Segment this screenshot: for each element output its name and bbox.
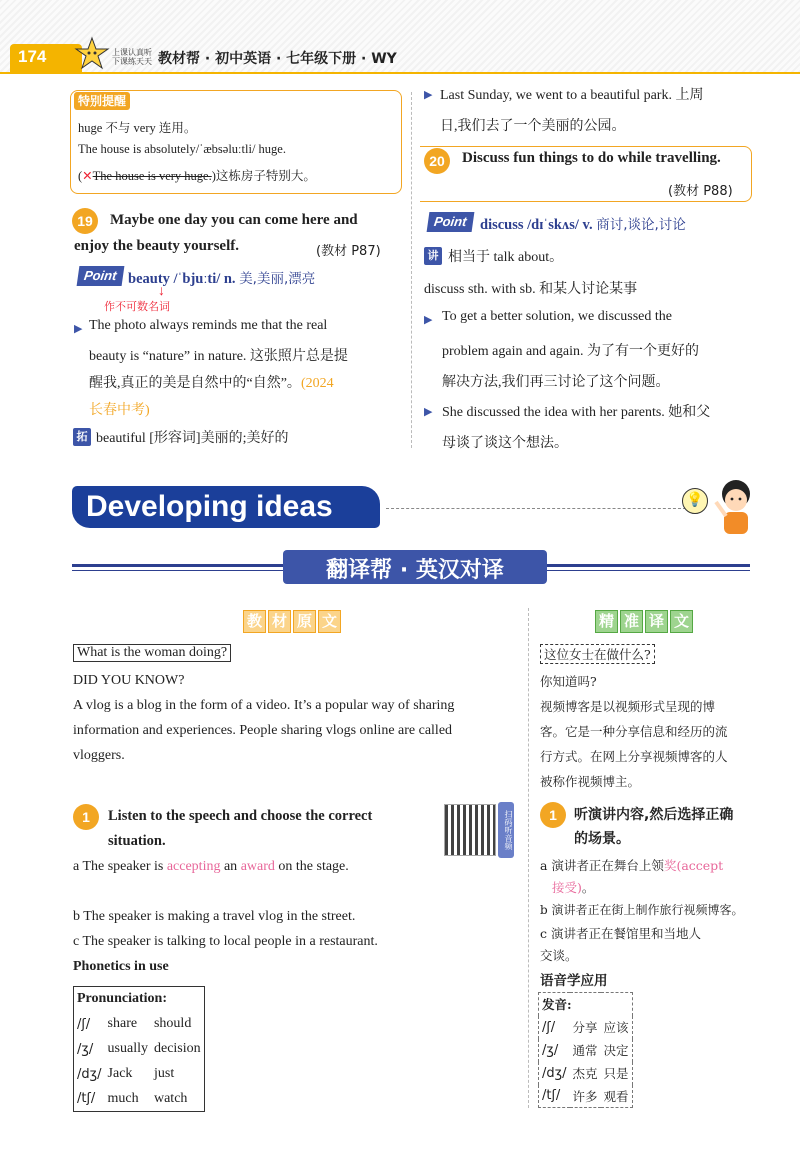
paragraph-line-3: vloggers. [73, 748, 125, 763]
qr-code[interactable] [444, 804, 496, 856]
page-number: 174 [18, 47, 47, 66]
option-a-pre: a The speaker is [73, 859, 167, 874]
table-row [539, 1016, 633, 1039]
vocab-word: beauty /ˈbjuːti/ n. [128, 271, 236, 287]
translated-text-tag [592, 610, 696, 634]
tag-char: 文 [670, 610, 693, 633]
translated-word: 杰克 [572, 1066, 598, 1081]
original-text-tag [240, 610, 344, 634]
table-row [539, 1085, 633, 1108]
paragraph-translated-1: 视频博客是以视频形式呈现的博 [540, 699, 716, 714]
translated-word: 分享 [572, 1020, 598, 1035]
phonetics-heading-translated: 语音学应用 [540, 973, 608, 989]
vocab-word: discuss /dɪˈskʌs/ v. [480, 217, 593, 233]
section-title: Developing ideas [86, 490, 333, 523]
phonetic-symbol: /dʒ/ [542, 1065, 567, 1081]
tip-label: 特别提醒 [74, 92, 130, 110]
option-c: c The speaker is talking to local people in a restaurant. [73, 934, 378, 949]
vocab-entry [128, 267, 315, 288]
tip-translation: )这栋房子特别大。 [211, 169, 316, 183]
highlight-word: award [240, 859, 275, 874]
example-word: should [153, 1016, 192, 1031]
vocab-meaning: 美,美丽,漂亮 [239, 271, 316, 287]
column-divider [528, 608, 529, 1108]
extend-text: beautiful [形容词]美丽的;美好的 [96, 431, 289, 446]
translated-word: 许多 [572, 1088, 598, 1104]
option-a-translated [540, 856, 723, 874]
paragraph-translated-3: 行方式。在网上分享视频博客的人 [540, 749, 728, 764]
example-line-3 [89, 372, 334, 392]
item20-sentence: Discuss fun things to do while travelling. [462, 150, 721, 166]
phonetics-heading: Phonetics in use [73, 959, 169, 974]
activity-number-badge: 1 [540, 802, 566, 828]
banner-band-left [72, 564, 284, 567]
phonetic-symbol: /tʃ/ [542, 1088, 561, 1104]
tag-char: 准 [620, 610, 643, 633]
example-source-2: 长春中考) [89, 403, 150, 418]
example-source-1: (2024 [300, 376, 334, 391]
translated-word: 应该 [603, 1020, 629, 1035]
vocab-entry [480, 213, 686, 234]
tip-wrong-example: The house is very huge. [92, 169, 212, 183]
option-a-translated-end: 。 [581, 880, 595, 895]
tag-char: 原 [293, 610, 316, 633]
item19-sentence-line-1: Maybe one day you can come here and [110, 212, 358, 228]
qr-label: 扫码听音频 [498, 802, 514, 858]
option-a-mid: an [220, 859, 241, 874]
girl-mascot-icon [708, 478, 764, 536]
wrong-mark-icon: ✕ [82, 169, 93, 183]
banner-band-right [546, 564, 750, 567]
example2-line-2: 母谈了谈这个想法。 [442, 436, 568, 451]
tip-line-1: huge 不与 very 连用。 [78, 121, 197, 135]
phonetic-symbol: /ʒ/ [77, 1041, 94, 1057]
option-a [73, 859, 349, 875]
item19-reference: (教材 P87) [316, 244, 381, 259]
option-a-post: on the stage. [274, 859, 349, 874]
extend-tag: 拓 [73, 428, 91, 446]
point-badge: Point [77, 266, 124, 286]
option-a-translated-text: a 演讲者正在舞台上领 [540, 858, 664, 873]
highlight-word: 接受) [552, 880, 582, 895]
activity-instruction-translated-2: 的场景。 [574, 831, 630, 847]
paragraph-line-1: A vlog is a blog in the form of a video. It’s a popular way of sharing [73, 698, 455, 713]
banner-band-right-thin [546, 570, 750, 571]
example-word: usually [107, 1041, 148, 1056]
tag-char: 精 [595, 610, 618, 633]
example2-line-1: She discussed the idea with her parents. 她和父 [442, 405, 711, 420]
table-row [74, 1087, 205, 1112]
bullet-icon: ▶ [424, 314, 433, 326]
book-title: 教材帮 · 初中英语 · 七年级下册 · WY [158, 51, 397, 67]
table-row [539, 1039, 633, 1062]
did-you-know: DID YOU KNOW? [73, 673, 185, 688]
example-line-1: The photo always reminds me that the real [89, 318, 328, 333]
example1-line-3: 解决方法,我们再三讨论了这个问题。 [442, 375, 670, 390]
translated-word: 只是 [603, 1066, 629, 1081]
did-you-know-translated: 你知道吗? [540, 674, 597, 689]
vocab-meaning: 商讨,谈论,讨论 [596, 217, 686, 233]
table-row [74, 1037, 205, 1062]
activity-instruction-line-1: Listen to the speech and choose the correct [108, 808, 373, 824]
option-c-translated-1: c 演讲者正在餐馆里和当地人 [540, 926, 701, 941]
paragraph-line-2: information and experiences. People sharing vlogs online are called [73, 723, 453, 738]
phonetic-symbol: /ʒ/ [542, 1042, 559, 1058]
star-mascot-icon [74, 36, 110, 72]
arrow-down-icon: ↓ [158, 284, 165, 299]
tag-char: 文 [318, 610, 341, 633]
motto-line-2: 下课练天天 [112, 57, 152, 66]
bullet-icon: ▶ [424, 406, 433, 418]
example-word: just [153, 1066, 175, 1081]
table-row [74, 1062, 205, 1087]
pronunciation-title: Pronunciation: [77, 991, 167, 1007]
item19-sentence-line-2: enjoy the beauty yourself. [74, 238, 239, 254]
phrase-text: discuss sth. with sb. 和某人讨论某事 [424, 282, 638, 297]
phonetic-symbol: /ʃ/ [77, 1016, 91, 1032]
handwritten-note: 作不可数名词 [104, 300, 170, 313]
phonetic-symbol: /ʃ/ [542, 1019, 556, 1035]
highlight-word: 奖(accept [663, 858, 724, 873]
right-example-line-1: Last Sunday, we went to a beautiful park. 上周 [440, 88, 704, 103]
banner-band-left-thin [72, 570, 284, 571]
activity-instruction-translated-1: 听演讲内容,然后选择正确 [574, 807, 734, 823]
tip-line-2: The house is absolutely/ˈæbsəluːtli/ huge. [78, 142, 286, 156]
explain-tag: 讲 [424, 247, 442, 265]
tip-line-3 [78, 166, 316, 184]
example-word: decision [153, 1041, 201, 1056]
table-row [74, 1012, 205, 1037]
question-box: What is the woman doing? [73, 644, 231, 662]
dashed-divider [386, 508, 686, 509]
column-divider [411, 92, 412, 448]
pronunciation-table [73, 986, 205, 1112]
phonetic-symbol: /tʃ/ [77, 1091, 96, 1107]
example-line-2: beauty is “nature” in nature. 这张照片总是提 [89, 349, 348, 364]
pronunciation-table-translated [538, 992, 633, 1108]
phonetic-symbol: /dʒ/ [77, 1066, 102, 1082]
tag-char: 译 [645, 610, 668, 633]
activity-instruction-line-2: situation. [108, 833, 166, 849]
bullet-icon: ▶ [74, 323, 83, 335]
example-word: watch [153, 1090, 188, 1106]
example1-line-2: problem again and again. 为了有一个更好的 [442, 344, 700, 359]
option-a-translated-cont [552, 878, 594, 896]
tag-char: 教 [243, 610, 266, 633]
paragraph-translated-4: 被称作视频博主。 [540, 774, 641, 789]
pronunciation-title-translated: 发音: [542, 997, 572, 1013]
example-word: share [107, 1016, 138, 1031]
highlight-word: accepting [166, 859, 221, 874]
translated-word: 决定 [603, 1043, 629, 1058]
item-number-badge: 20 [424, 148, 450, 174]
item-number-badge: 19 [72, 208, 98, 234]
translated-word: 观看 [603, 1088, 629, 1104]
paragraph-translated-2: 客。它是一种分享信息和经历的流 [540, 724, 728, 739]
option-b-translated: b 演讲者正在街上制作旅行视频博客。 [540, 903, 744, 917]
activity-number-badge: 1 [73, 804, 99, 830]
example-word: much [107, 1090, 139, 1106]
item20-reference: (教材 P88) [668, 184, 733, 199]
translation-title: 翻译帮 · 英汉对译 [326, 558, 504, 583]
example-line-3-text: 醒我,真正的美是自然中的“自然”。 [89, 376, 301, 391]
right-example-line-2: 日,我们去了一个美丽的公园。 [440, 119, 626, 134]
motto-line-1: 上课认真听 [112, 48, 152, 57]
equivalent-text: 相当于 talk about。 [448, 250, 564, 265]
table-row [539, 1062, 633, 1085]
point-badge: Point [427, 212, 474, 232]
example-word: Jack [107, 1066, 133, 1081]
motto [112, 48, 152, 66]
question-box-translated: 这位女士在做什么? [540, 644, 655, 664]
lightbulb-icon: 💡 [682, 488, 708, 514]
option-c-translated-2: 交谈。 [540, 948, 578, 963]
tip-paren-open: ( [78, 169, 83, 183]
bullet-icon: ▶ [424, 89, 433, 101]
example1-line-1: To get a better solution, we discussed the [442, 309, 672, 324]
tag-char: 材 [268, 610, 291, 633]
option-b: b The speaker is making a travel vlog in the street. [73, 909, 356, 924]
translated-word: 通常 [572, 1043, 598, 1058]
